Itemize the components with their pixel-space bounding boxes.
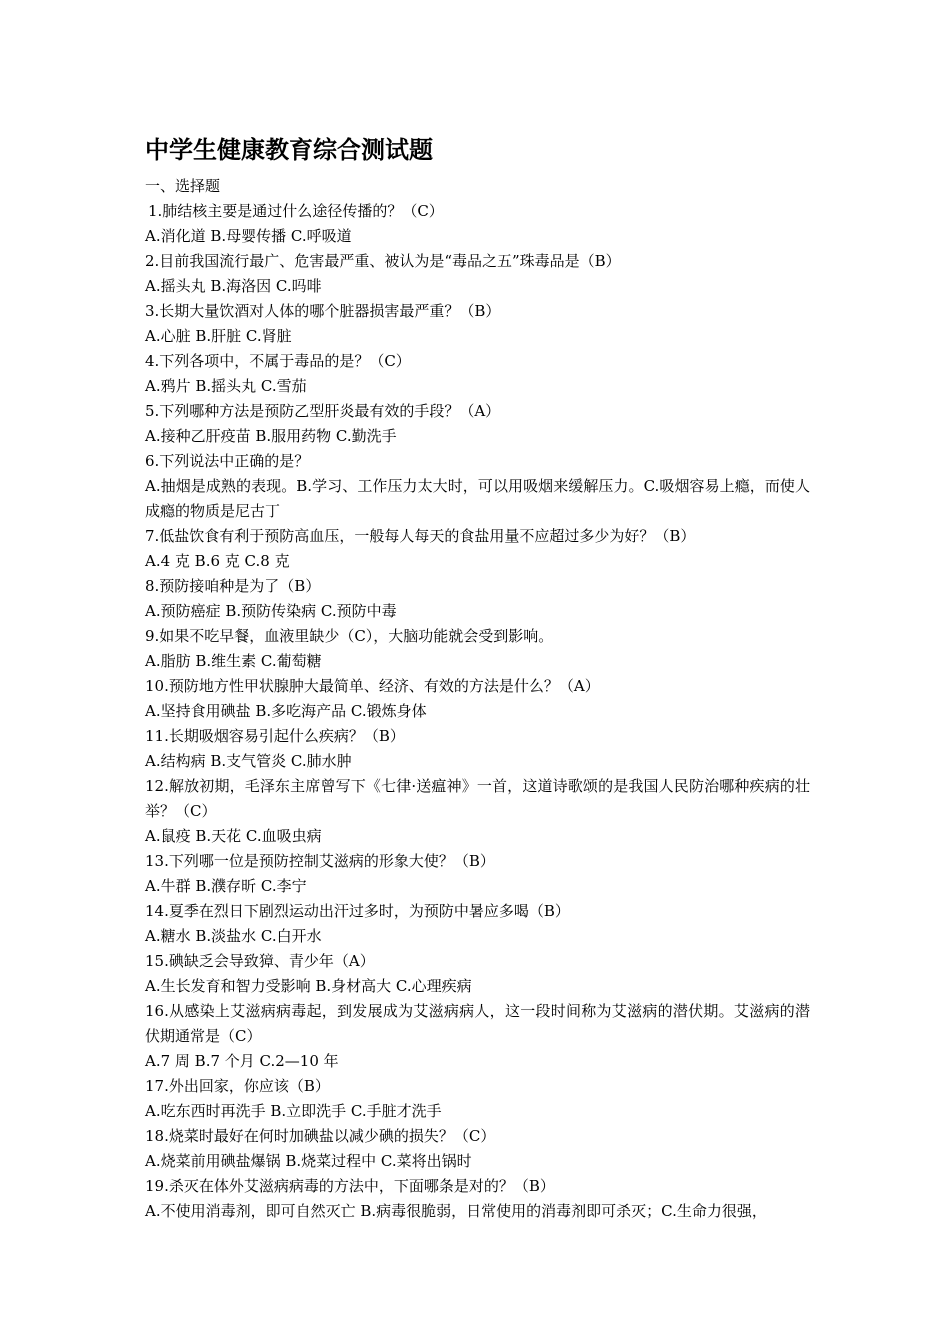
question-9: 9.如果不吃早餐，血液里缺少（C），大脑功能就会受到影响。	[145, 627, 554, 645]
options-3: A.心脏 B.肝脏 C.肾脏	[145, 327, 292, 345]
question-2: 2.目前我国流行最广、危害最严重、被认为是“毒品之五”珠毒品是（B）	[145, 252, 621, 270]
options-18: A.烧菜前用碘盐爆锅 B.烧菜过程中 C.菜将出锅时	[145, 1152, 472, 1170]
options-6: A.抽烟是成熟的表现。B.学习、工作压力太大时，可以用吸烟来缓解压力。C.吸烟容易上瘾，而使人成瘾的物质是尼古丁	[145, 477, 810, 520]
question-14: 14.夏季在烈日下剧烈运动出汗过多时，为预防中暑应多喝（B）	[145, 902, 570, 920]
options-19: A.不使用消毒剂，即可自然灭亡 B.病毒很脆弱，日常使用的消毒剂即可杀灭；C.生命力很强，	[145, 1202, 767, 1220]
question-8: 8.预防接咱种是为了（B）	[145, 577, 321, 595]
page-title: 中学生健康教育综合测试题	[145, 136, 433, 164]
question-16: 16.从感染上艾滋病病毒起，到发展成为艾滋病病人，这一段时间称为艾滋病的潜伏期。艾滋病的潜伏期通常是（C）	[145, 1002, 810, 1045]
options-15: A.生长发育和智力受影响 B.身材高大 C.心理疾病	[145, 977, 472, 995]
question-18: 18.烧菜时最好在何时加碘盐以减少碘的损失？（C）	[145, 1127, 496, 1145]
question-1: 1.肺结核主要是通过什么途径传播的？（C）	[148, 202, 444, 220]
question-5: 5.下列哪种方法是预防乙型肝炎最有效的手段？（A）	[145, 402, 501, 420]
options-13: A.牛群 B.濮存昕 C.李宁	[145, 877, 307, 895]
question-4: 4.下列各项中，不属于毒品的是？（C）	[145, 352, 411, 370]
options-1: A.消化道 B.母婴传播 C.呼吸道	[145, 227, 352, 245]
document-page	[145, 132, 810, 1224]
options-4: A.鸦片 B.摇头丸 C.雪茄	[145, 377, 307, 395]
question-7: 7.低盐饮食有利于预防高血压，一般每人每天的食盐用量不应超过多少为好？（B）	[145, 527, 696, 545]
question-11: 11.长期吸烟容易引起什么疾病？（B）	[145, 727, 405, 745]
options-8: A.预防癌症 B.预防传染病 C.预防中毒	[145, 602, 397, 620]
options-11: A.结构病 B.支气管炎 C.肺水肿	[145, 752, 352, 770]
options-2: A.摇头丸 B.海洛因 C.吗啡	[145, 277, 322, 295]
question-17: 17.外出回家，你应该（B）	[145, 1077, 330, 1095]
section-heading: 一、选择题	[145, 177, 221, 195]
question-10: 10.预防地方性甲状腺肿大最简单、经济、有效的方法是什么？（A）	[145, 677, 600, 695]
options-5: A.接种乙肝疫苗 B.服用药物 C.勤洗手	[145, 427, 397, 445]
question-3: 3.长期大量饮酒对人体的哪个脏器损害最严重？（B）	[145, 302, 501, 320]
options-17: A.吃东西时再洗手 B.立即洗手 C.手脏才洗手	[145, 1102, 442, 1120]
options-16: A.7 周 B.7 个月 C.2—10 年	[145, 1052, 339, 1070]
question-12: 12.解放初期，毛泽东主席曾写下《七律·送瘟神》一首，这道诗歌颂的是我国人民防治哪种疾病的壮举？（C）	[145, 777, 810, 820]
question-13: 13.下列哪一位是预防控制艾滋病的形象大使？（B）	[145, 852, 495, 870]
options-10: A.坚持食用碘盐 B.多吃海产品 C.锻炼身体	[145, 702, 427, 720]
question-15: 15.碘缺乏会导致獐、青少年（A）	[145, 952, 375, 970]
options-9: A.脂肪 B.维生素 C.葡萄糖	[145, 652, 322, 670]
question-6: 6.下列说法中正确的是？	[145, 452, 310, 470]
options-7: A.4 克 B.6 克 C.8 克	[145, 552, 290, 570]
question-19: 19.杀灭在体外艾滋病病毒的方法中，下面哪条是对的？（B）	[145, 1177, 555, 1195]
options-14: A.糖水 B.淡盐水 C.白开水	[145, 927, 322, 945]
options-12: A.鼠疫 B.天花 C.血吸虫病	[145, 827, 322, 845]
